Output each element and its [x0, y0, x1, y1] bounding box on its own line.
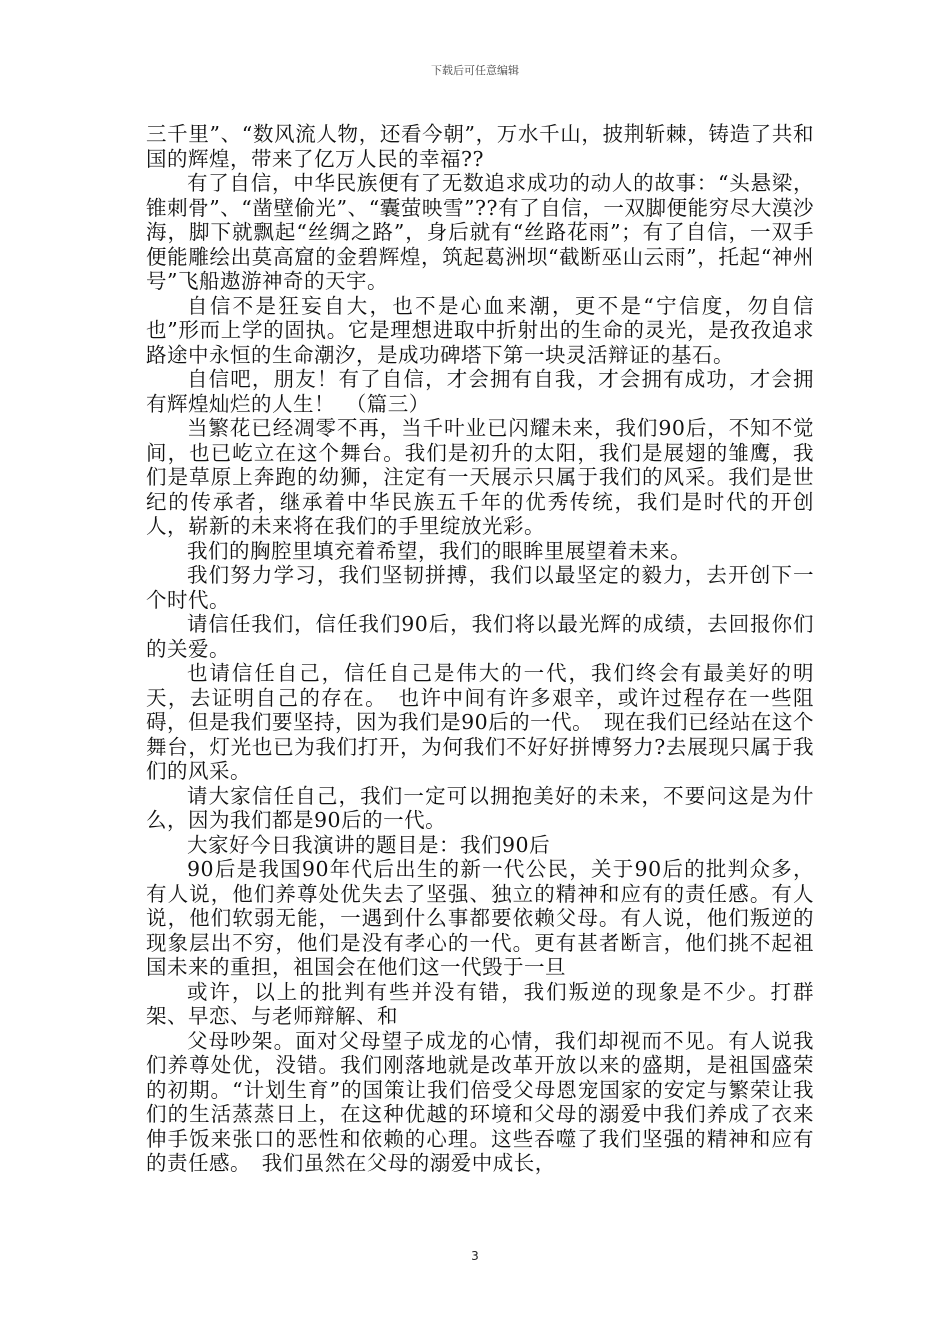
- page-header: 下载后可任意编辑: [431, 64, 519, 77]
- page-number: 3: [471, 1249, 479, 1263]
- paragraph-2: 有了自信，中华民族便有了无数追求成功的动人的故事：“头悬梁，锥刺骨”、“凿壁偷光”、“囊萤映雪”??有了自信，一双脚便能穷尽大漠沙海，脚下就飘起“丝绸之路”，身后就有“丝路花雨”；有了自信，一双手便能雕绘出莫高窟的金碧辉煌，筑起葛洲坝“截断巫山云雨”，托起“神州号”飞船遨游神奇的天宇。: [146, 171, 814, 293]
- paragraph-13: 或许，以上的批判有些并没有错，我们叛逆的现象是不少。打群架、早恋、与老师辩解、和: [146, 979, 814, 1028]
- paragraph-6: 我们的胸腔里填充着希望，我们的眼眸里展望着未来。: [187, 538, 691, 563]
- paragraph-9: 也请信任自己，信任自己是伟大的一代，我们终会有最美好的明天，去证明自己的存在。 也许中间有许多艰辛，或许过程存在一些阻碍，但是我们要坚持，因为我们是90后的一代。 现在我们已经站在这个舞台，灯光也已为我们打开，为何我们不好好拼博努力?去展现只属于我们的风采。: [146, 661, 814, 783]
- paragraph-10: 请大家信任自己，我们一定可以拥抱美好的未来，不要问这是为什么，因为我们都是90后的一代。: [146, 783, 814, 832]
- paragraph-11: 大家好今日我演讲的题目是：我们90后: [187, 832, 551, 857]
- paragraph-4: 自信吧，朋友！有了自信，才会拥有自我，才会拥有成功，才会拥有辉煌灿烂的人生！ （篇三）: [146, 367, 814, 416]
- paragraph-12: 90后是我国90年代后出生的新一代公民，关于90后的批判众多，有人说，他们养尊处优失去了坚强、独立的精神和应有的责任感。有人说，他们软弱无能，一遇到什么事都要依赖父母。有人说，他们叛逆的现象层出不穷，他们是没有孝心的一代。更有甚者断言，他们挑不起祖国未来的重担，祖国会在他们这一代毁于一旦: [146, 857, 814, 979]
- paragraph-14: 父母吵架。面对父母望子成龙的心情，我们却视而不见。有人说我们养尊处优，没错。我们刚落地就是改革开放以来的盛期，是祖国盛荣的初期。“计划生育”的国策让我们倍受父母恩宠国家的安定与繁荣让我们的生活蒸蒸日上，在这种优越的环境和父母的溺爱中我们养成了衣来伸手饭来张口的恶性和依赖的心理。这些吞噬了我们坚强的精神和应有的责任感。 我们虽然在父母的溺爱中成长，: [146, 1028, 814, 1175]
- paragraph-3: 自信不是狂妄自大，也不是心血来潮，更不是“宁信度，勿自信也”形而上学的固执。它是理想进取中折射出的生命的灵光，是孜孜追求路途中永恒的生命潮汐，是成功碑塔下第一块灵活辩证的基石。: [146, 293, 814, 367]
- paragraph-8: 请信任我们，信任我们90后，我们将以最光辉的成绩，去回报你们的关爱。: [146, 612, 814, 661]
- paragraph-7: 我们努力学习，我们坚韧拼搏，我们以最坚定的毅力，去开创下一个时代。: [146, 563, 814, 612]
- document-body: [146, 122, 814, 1176]
- paragraph-1: 三千里”、“数风流人物，还看今朝”，万水千山，披荆斩棘，铸造了共和国的辉煌，带来了亿万人民的幸福??: [146, 122, 814, 171]
- paragraph-5: 当繁花已经凋零不再，当千叶业已闪耀未来，我们90后，不知不觉间，也已屹立在这个舞台。我们是初升的太阳，我们是展翅的雏鹰，我们是草原上奔跑的幼狮，注定有一天展示只属于我们的风采。我们是世纪的传承者，继承着中华民族五千年的优秀传统，我们是时代的开创人，崭新的未来将在我们的手里绽放光彩。: [146, 416, 814, 538]
